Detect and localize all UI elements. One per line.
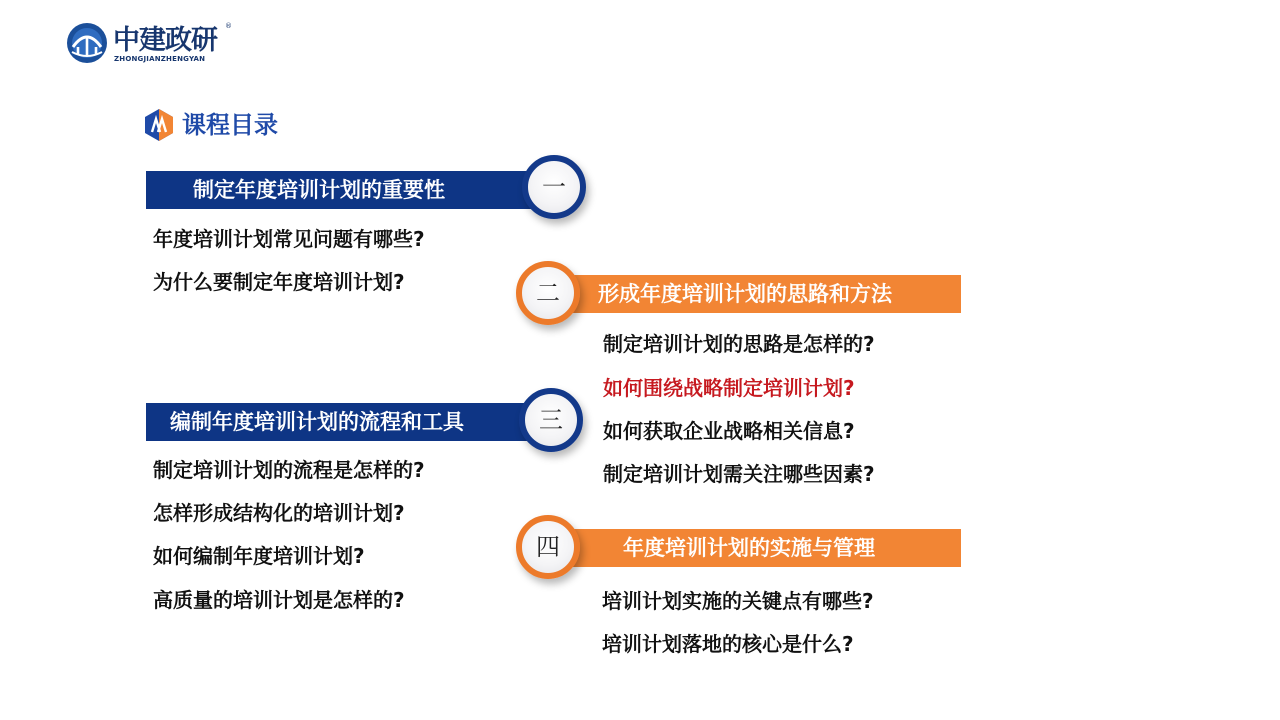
page-title: 课程目录 bbox=[182, 111, 278, 139]
section-2-item-1: 制定培训计划的思路是怎样的? bbox=[603, 332, 875, 356]
hexagon-logo-icon bbox=[144, 108, 174, 142]
registered-mark: ® bbox=[225, 22, 232, 30]
section-4-item-1: 培训计划实施的关键点有哪些? bbox=[602, 589, 874, 613]
section-3-bar bbox=[146, 403, 546, 441]
section-3-item-2: 怎样形成结构化的培训计划? bbox=[153, 501, 405, 525]
section-2-bar bbox=[556, 275, 961, 313]
logo-english-name: ZHONGJIANZHENGYAN bbox=[114, 55, 206, 63]
section-1-item-1: 年度培训计划常见问题有哪些? bbox=[153, 227, 425, 251]
section-2-item-2-highlighted: 如何围绕战略制定培训计划? bbox=[603, 376, 855, 400]
logo-chinese-name: 中建政研 bbox=[113, 25, 217, 56]
section-1-title: 制定年度培训计划的重要性 bbox=[193, 178, 445, 202]
company-logo bbox=[66, 22, 266, 68]
section-4-title: 年度培训计划的实施与管理 bbox=[623, 536, 875, 560]
section-3-number: 三 bbox=[519, 388, 583, 452]
section-3-title: 编制年度培训计划的流程和工具 bbox=[170, 410, 464, 434]
section-1-bar bbox=[146, 171, 546, 209]
section-1-item-2: 为什么要制定年度培训计划? bbox=[153, 270, 405, 294]
section-3-item-1: 制定培训计划的流程是怎样的? bbox=[153, 458, 425, 482]
section-4-bar bbox=[556, 529, 961, 567]
section-2-title: 形成年度培训计划的思路和方法 bbox=[598, 282, 892, 306]
section-3-item-4: 高质量的培训计划是怎样的? bbox=[153, 588, 405, 612]
section-3-item-3: 如何编制年度培训计划? bbox=[153, 544, 365, 568]
section-2-item-3: 如何获取企业战略相关信息? bbox=[603, 419, 855, 443]
section-4-number: 四 bbox=[516, 515, 580, 579]
logo-emblem-icon bbox=[66, 22, 108, 64]
section-2-item-4: 制定培训计划需关注哪些因素? bbox=[603, 462, 875, 486]
section-4-item-2: 培训计划落地的核心是什么? bbox=[602, 632, 854, 656]
section-2-number: 二 bbox=[516, 261, 580, 325]
section-1-number: 一 bbox=[522, 155, 586, 219]
